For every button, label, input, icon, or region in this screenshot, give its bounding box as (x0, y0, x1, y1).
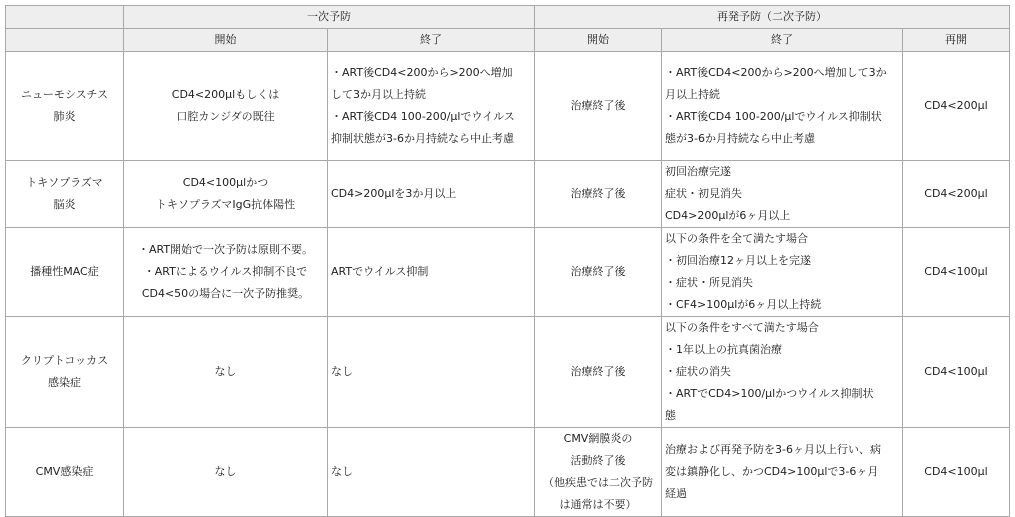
cell-secondary-end (662, 52, 903, 161)
cell-resume (903, 428, 1010, 517)
cell-text-line: CD4<100μl (924, 365, 988, 378)
cell-text-line: 初回治療完遂 (665, 165, 731, 178)
cell-disease (6, 228, 124, 317)
cell-secondary-end (662, 228, 903, 317)
cell-text-line: ARTでウイルス抑制 (331, 265, 429, 278)
cell-text-line: CD4>200μlが6ヶ月以上 (665, 209, 791, 222)
cell-text-line: 感染症 (48, 376, 81, 389)
cell-primary-start (124, 428, 328, 517)
cell-text-line: 脳炎 (53, 198, 76, 211)
cell-text-line: なし (214, 465, 237, 478)
cell-resume (903, 317, 1010, 428)
cell-text-line: CD4<200μlもしくは (171, 88, 280, 101)
cell-text-line: 播種性MAC症 (30, 265, 99, 278)
table-row (6, 228, 1010, 317)
cell-secondary-start (535, 428, 662, 517)
cell-text-line: ・ART後CD4<200から>200へ増加 (331, 66, 513, 79)
cell-secondary-start (535, 161, 662, 228)
cell-primary-start (124, 52, 328, 161)
cell-primary-end (328, 52, 535, 161)
cell-text-line: ・ARTでCD4>100/μlかつウイルス抑制状 (665, 387, 874, 400)
cell-text-line: 態 (665, 409, 676, 422)
header-blank-sub (6, 29, 124, 52)
cell-text-line: クリプトコッカス (20, 354, 109, 367)
cell-primary-start (124, 228, 328, 317)
cell-text-line: ・症状の消失 (665, 365, 731, 378)
cell-text-line: なし (331, 465, 353, 478)
header-secondary-prevention: 再発予防（二次予防） (535, 6, 1010, 29)
cell-resume (903, 161, 1010, 228)
header-secondary-end: 終了 (662, 29, 903, 52)
cell-secondary-end (662, 428, 903, 517)
cell-text-line: ・ART後CD4 100-200/μlでウイルス抑制状 (665, 110, 882, 123)
cell-secondary-start (535, 52, 662, 161)
cell-secondary-start (535, 317, 662, 428)
cell-text-line: 肺炎 (53, 110, 76, 123)
cell-text-line: ・1年以上の抗真菌治療 (665, 343, 782, 356)
header-primary-start: 開始 (124, 29, 328, 52)
cell-disease (6, 52, 124, 161)
cell-text-line: 態が3-6か月持続なら中止考慮 (665, 132, 815, 145)
table-row (6, 52, 1010, 161)
header-primary-end: 終了 (328, 29, 535, 52)
cell-text-line: CMV網膜炎の (563, 432, 633, 445)
cell-text-line: CD4<200μl (924, 187, 988, 200)
table-row (6, 161, 1010, 228)
cell-text-line: 治療および再発予防を3-6ヶ月以上行い、病 (665, 443, 881, 456)
cell-text-line: なし (214, 365, 237, 378)
cell-text-line: 口腔カンジダの既往 (176, 110, 275, 123)
cell-text-line: ・CF4>100μlが6ヶ月以上持続 (665, 298, 822, 311)
cell-text-line: 変は鎮静化し、かつCD4>100μlで3-6ヶ月 (665, 465, 879, 478)
cell-text-line: なし (331, 365, 353, 378)
cell-text-line: ・初回治療12ヶ月以上を完遂 (665, 254, 811, 267)
cell-text-line: 以下の条件を全て満たす場合 (665, 232, 808, 245)
cell-text-line: 経過 (665, 487, 687, 500)
cell-text-line: トキソプラズマIgG抗体陽性 (155, 198, 296, 211)
table-row (6, 317, 1010, 428)
cell-text-line: CD4<200μl (924, 99, 988, 112)
cell-text-line: ニューモシスチス (20, 88, 108, 101)
cell-secondary-end (662, 161, 903, 228)
cell-resume (903, 52, 1010, 161)
cell-text-line: して3か月以上持続 (331, 88, 426, 101)
cell-text-line: CD4>200μlを3か月以上 (331, 187, 457, 200)
cell-text-line: ・症状・所見消失 (665, 276, 753, 289)
cell-primary-start (124, 161, 328, 228)
cell-text-line: 治療終了後 (570, 365, 626, 378)
cell-secondary-start (535, 228, 662, 317)
cell-primary-start (124, 317, 328, 428)
cell-text-line: CD4<100μl (924, 265, 988, 278)
cell-primary-end (328, 317, 535, 428)
cell-text-line: 活動終了後 (570, 454, 626, 467)
prophylaxis-table (5, 5, 1010, 517)
cell-text-line: （他疾患では二次予防 (543, 476, 653, 489)
cell-text-line: CD4<50の場合に一次予防推奨。 (141, 287, 310, 300)
header-blank (6, 6, 124, 29)
cell-text-line: トキソプラズマ (26, 176, 103, 189)
cell-text-line: 月以上持続 (665, 88, 720, 101)
cell-text-line: ・ART開始で一次予防は原則不要。 (137, 243, 314, 256)
cell-text-line: 抑制状態が3-6か月持続なら中止考慮 (331, 132, 514, 145)
cell-text-line: CMV感染症 (35, 465, 94, 478)
cell-text-line: CD4<100μl (924, 465, 988, 478)
cell-primary-end (328, 428, 535, 517)
header-resume: 再開 (903, 29, 1010, 52)
cell-text-line: CD4<100μlかつ (182, 176, 269, 189)
table-row (6, 428, 1010, 517)
header-primary-prevention: 一次予防 (124, 6, 535, 29)
cell-text-line: 治療終了後 (570, 265, 626, 278)
cell-text-line: 治療終了後 (570, 99, 626, 112)
cell-text-line: 以下の条件をすべて満たす場合 (665, 321, 819, 334)
cell-primary-end (328, 161, 535, 228)
cell-text-line: ・ART後CD4<200から>200へ増加して3か (665, 66, 887, 79)
cell-text-line: 治療終了後 (570, 187, 626, 200)
cell-text-line: ・ARTによるウイルス抑制不良で (143, 265, 308, 278)
cell-text-line: ・ART後CD4 100-200/μlでウイルス (331, 110, 515, 123)
cell-text-line: 症状・初見消失 (665, 187, 742, 200)
cell-disease (6, 428, 124, 517)
cell-text-line: は通常は不要） (559, 498, 637, 511)
cell-primary-end (328, 228, 535, 317)
header-secondary-start: 開始 (535, 29, 662, 52)
cell-secondary-end (662, 317, 903, 428)
cell-disease (6, 161, 124, 228)
cell-disease (6, 317, 124, 428)
cell-resume (903, 228, 1010, 317)
